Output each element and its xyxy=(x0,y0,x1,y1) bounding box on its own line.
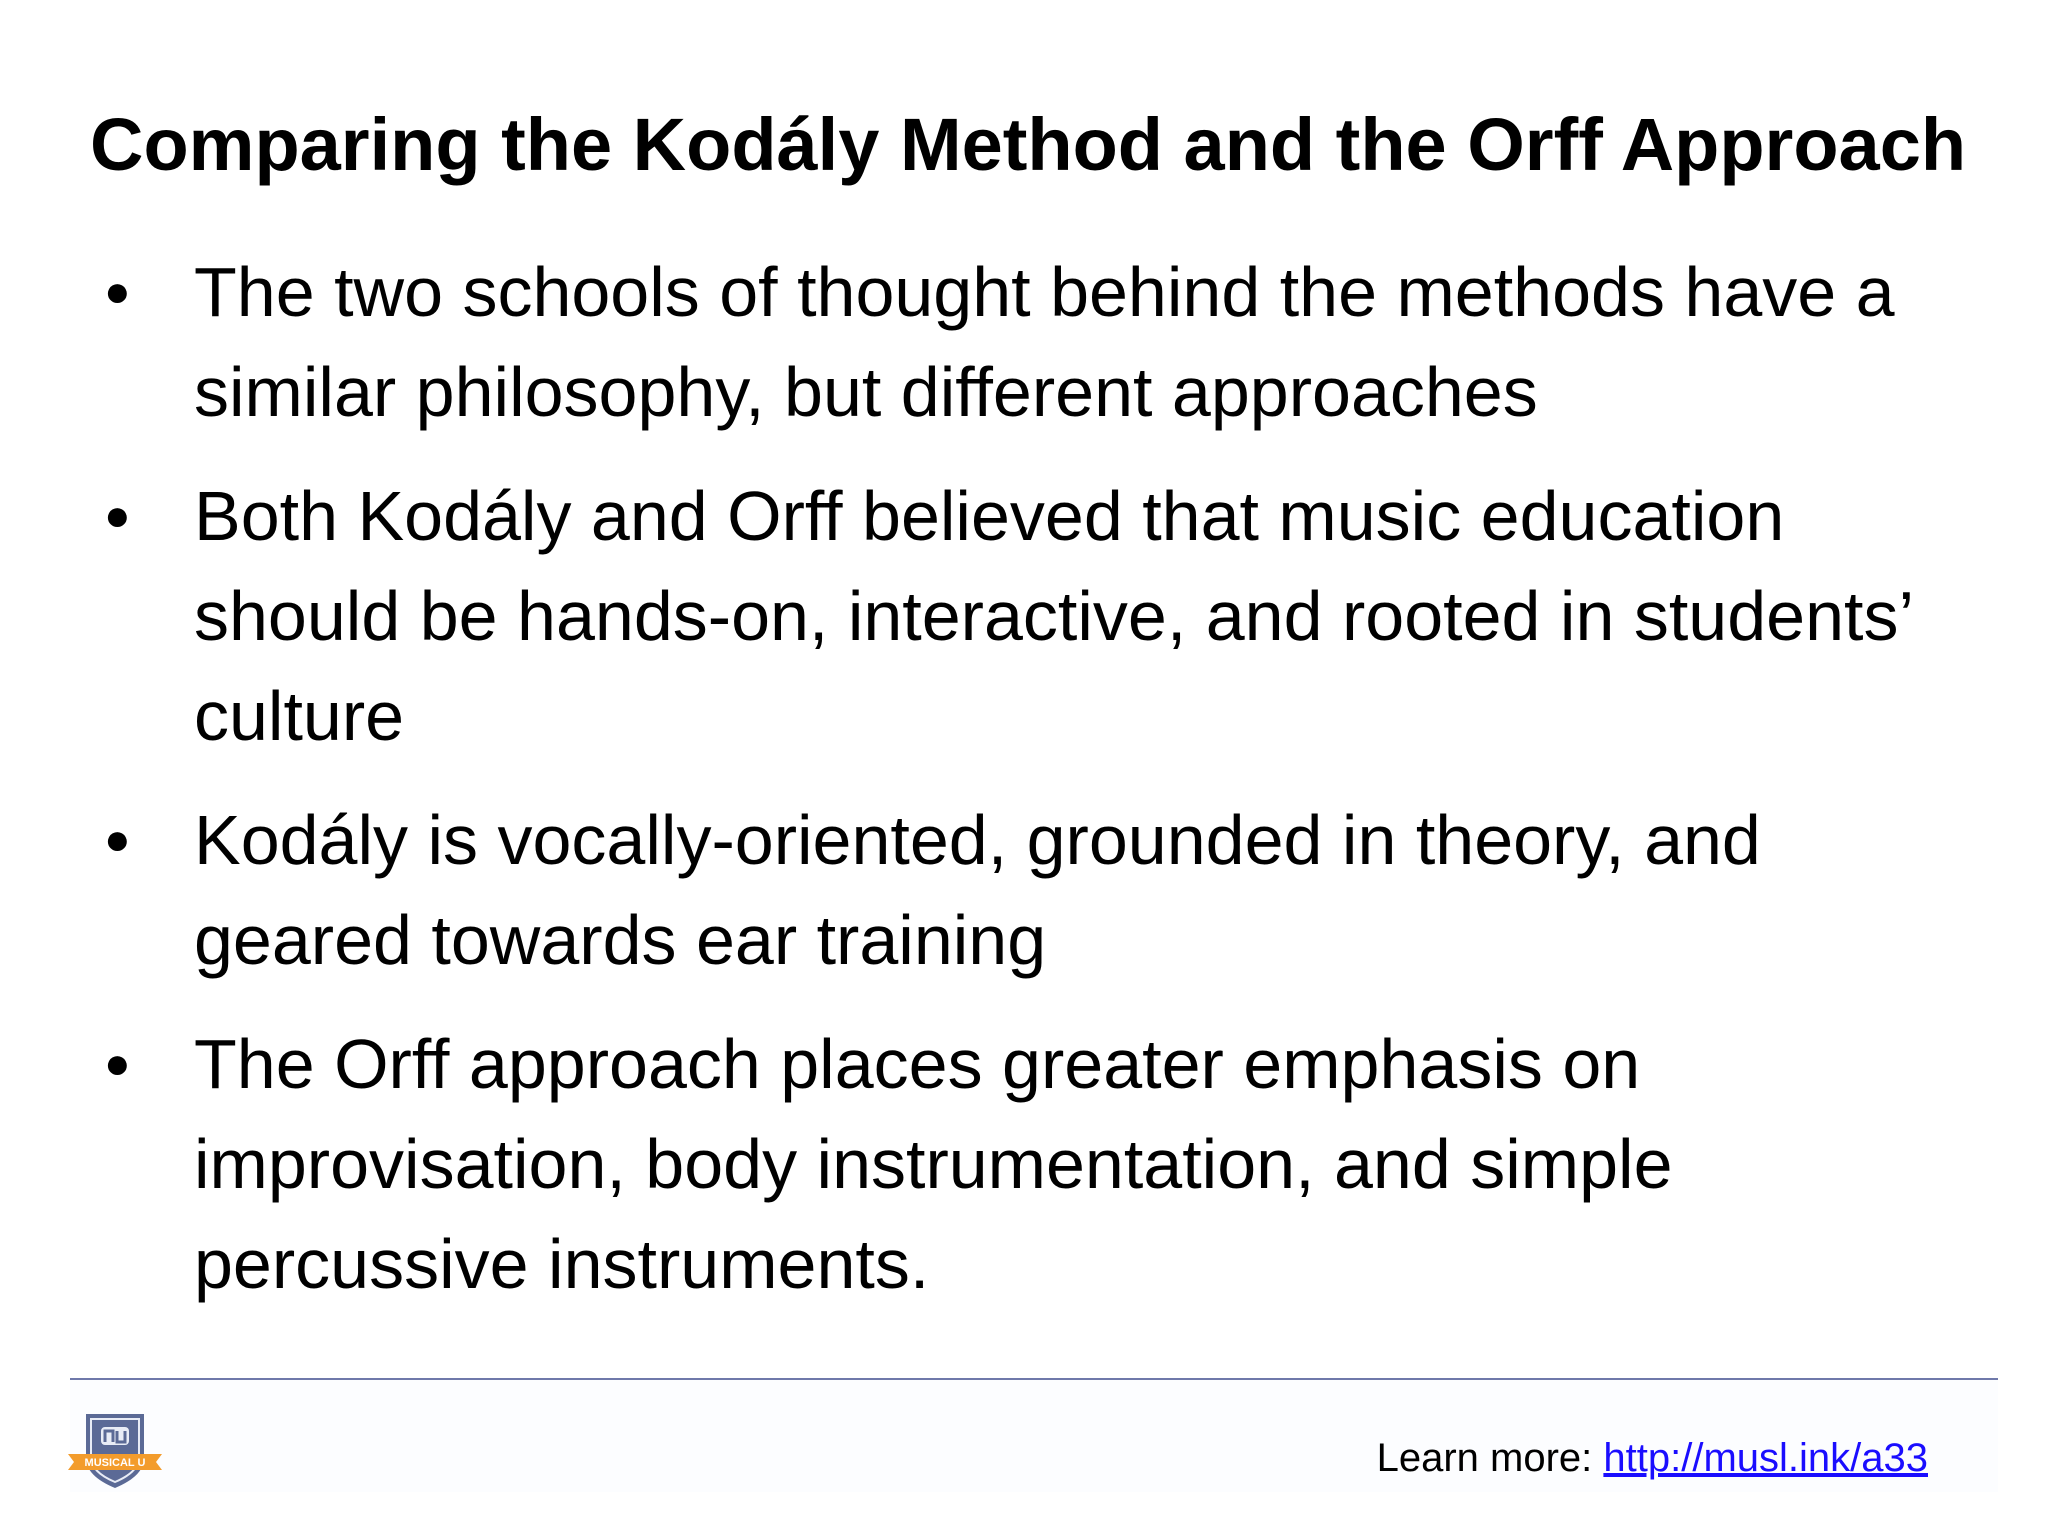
bullet-dot: ● xyxy=(104,267,131,316)
bullet-text xyxy=(194,242,2024,442)
bullet-line: Kodály is vocally-oriented, grounded in theory, and xyxy=(194,801,1761,879)
footer-divider xyxy=(70,1378,1998,1380)
bullet-line: The two schools of thought behind the methods have a xyxy=(194,253,1895,331)
learn-more-label: Learn more: xyxy=(1376,1436,1593,1480)
bullet-text xyxy=(194,1014,2024,1314)
bullet-line: Both Kodály and Orff believed that music education xyxy=(194,477,1785,555)
bullet-line: geared towards ear training xyxy=(194,901,1047,979)
bullet-line: The Orff approach places greater emphasis on xyxy=(194,1025,1641,1103)
learn-more-link[interactable]: http://musl.ink/a33 xyxy=(1603,1436,1928,1480)
bullet-text xyxy=(194,790,2024,990)
bullet-text xyxy=(194,466,2024,766)
bullet-line: similar philosophy, but different approaches xyxy=(194,353,1538,431)
bullet-line: percussive instruments. xyxy=(194,1225,930,1303)
bullet-dot: ● xyxy=(104,815,131,864)
bullet-line: culture xyxy=(194,677,405,755)
bullet-dot: ● xyxy=(104,491,131,540)
bullet-dot: ● xyxy=(104,1039,131,1088)
logo-text: MUSICAL U xyxy=(84,1457,146,1469)
slide-title: Comparing the Kodály Method and the Orff Approach xyxy=(90,103,1967,186)
bullet-line: improvisation, body instrumentation, and simple xyxy=(194,1125,1673,1203)
learn-more-text xyxy=(1377,1434,1928,1482)
bullet-line: should be hands-on, interactive, and rooted in students’ xyxy=(194,577,1915,655)
musical-u-logo-icon xyxy=(66,1410,164,1490)
